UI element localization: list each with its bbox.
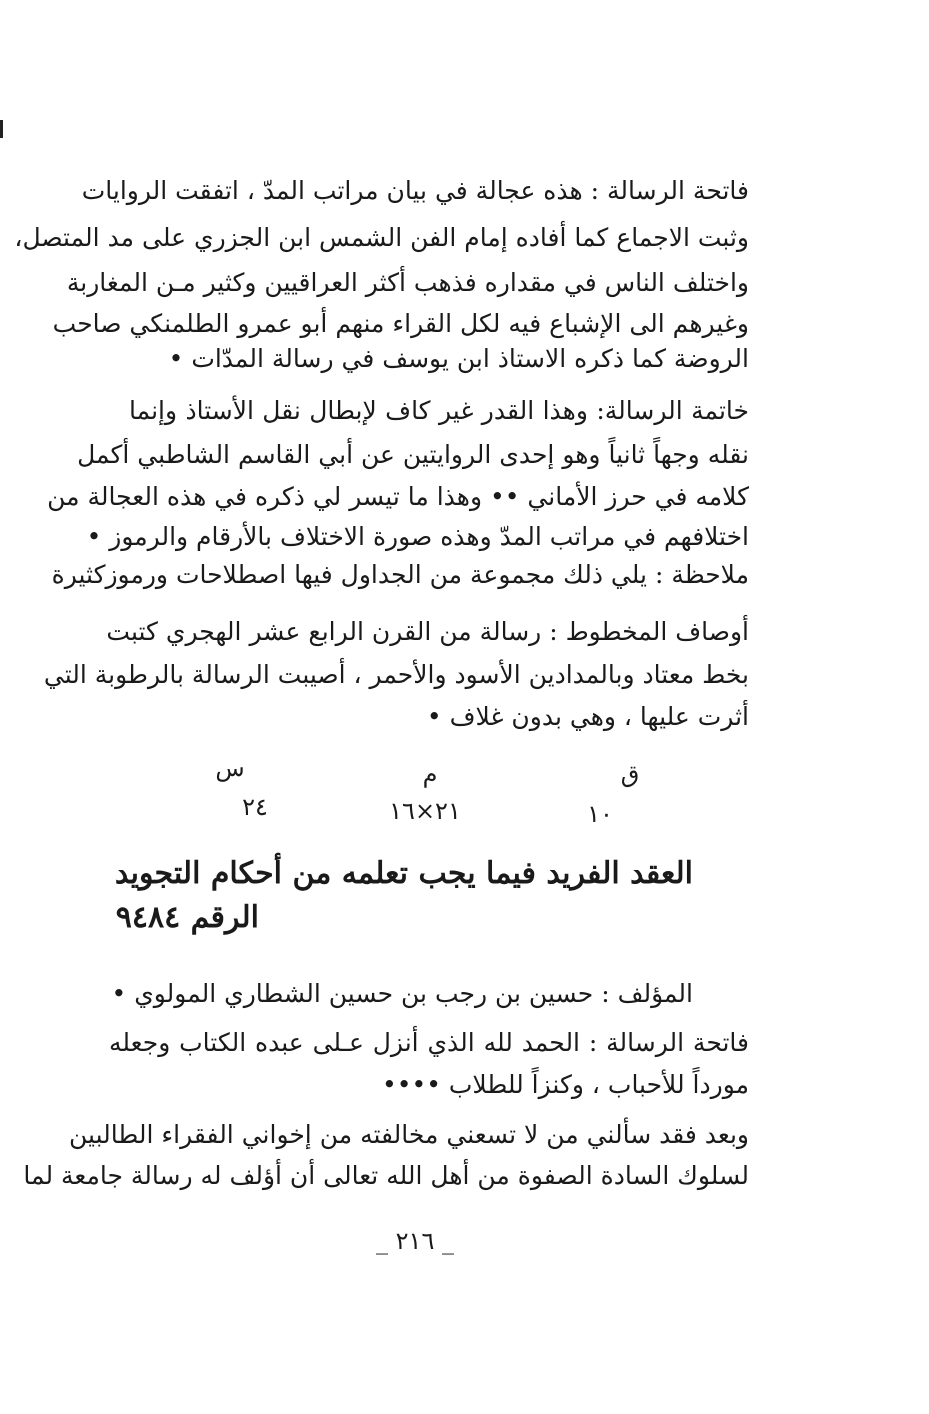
text-line: نقله وجهاً ثانياً وهو إحدى الروايتين عن أبي القاسم الشاطبي أكمل bbox=[77, 440, 749, 469]
text-line: وثبت الاجماع كما أفاده إمام الفن الشمس ابن الجزري على مد المتصل، bbox=[14, 223, 749, 252]
text-line: أوصاف المخطوط : رسالة من القرن الرابع عشر الهجري كتبت bbox=[106, 617, 749, 646]
text-line: وغيرهم الى الإشباع فيه لكل القراء منهم أبو عمرو الطلمنكي صاحب bbox=[52, 309, 749, 338]
measurement-value: ٢٤ bbox=[242, 793, 268, 821]
text-line: واختلف الناس في مقداره فذهب أكثر العراقيين وكثير مـن المغاربة bbox=[66, 268, 749, 297]
measurement-value: ٢١×١٦ bbox=[389, 797, 461, 825]
text-line: خاتمة الرسالة: وهذا القدر غير كاف لإبطال نقل الأستاذ وإنما bbox=[129, 396, 749, 425]
measurement-header: س bbox=[215, 754, 245, 782]
text-line: فاتحة الرسالة : هذه عجالة في بيان مراتب المدّ ، اتفقت الروايات bbox=[81, 176, 749, 205]
margin-mark bbox=[0, 120, 3, 138]
text-line: مورداً للأحباب ، وكنزاً للطلاب •••• bbox=[381, 1070, 749, 1099]
text-line: ملاحظة : يلي ذلك مجموعة من الجداول فيها اصطلاحات ورموزكثيرة bbox=[51, 560, 749, 589]
entry-title: العقد الفريد فيما يجب تعلمه من أحكام التجويد bbox=[114, 856, 693, 891]
text-line: لسلوك السادة الصفوة من أهل الله تعالى أن أؤلف له رسالة جامعة لما bbox=[23, 1161, 749, 1190]
text-line: وبعد فقد سألني من لا تسعني مخالفته من إخواني الفقراء الطالبين bbox=[69, 1120, 749, 1149]
entry-number: الرقم ٩٤٨٤ bbox=[115, 900, 259, 935]
text-line: أثرت عليها ، وهي بدون غلاف • bbox=[426, 702, 749, 731]
page-number: _ ٢١٦ _ bbox=[376, 1227, 454, 1255]
text-line: المؤلف : حسين بن رجب بن حسين الشطاري المولوي • bbox=[111, 979, 693, 1008]
text-line: كلامه في حرز الأماني •• وهذا ما تيسر لي ذكره في هذه العجالة من bbox=[47, 482, 749, 511]
text-line: اختلافهم في مراتب المدّ وهذه صورة الاختلاف بالأرقام والرموز • bbox=[86, 522, 749, 551]
text-line: فاتحة الرسالة : الحمد لله الذي أنزل عـلى عبده الكتاب وجعله bbox=[109, 1028, 749, 1057]
text-line: بخط معتاد وبالمدادين الأسود والأحمر ، أصيبت الرسالة بالرطوبة التي bbox=[43, 660, 749, 689]
text-line: الروضة كما ذكره الاستاذ ابن يوسف في رسالة المدّات • bbox=[168, 344, 749, 373]
measurement-header: م bbox=[422, 760, 438, 788]
measurement-value: ١٠ bbox=[587, 800, 613, 828]
measurement-header: ق bbox=[620, 760, 640, 788]
